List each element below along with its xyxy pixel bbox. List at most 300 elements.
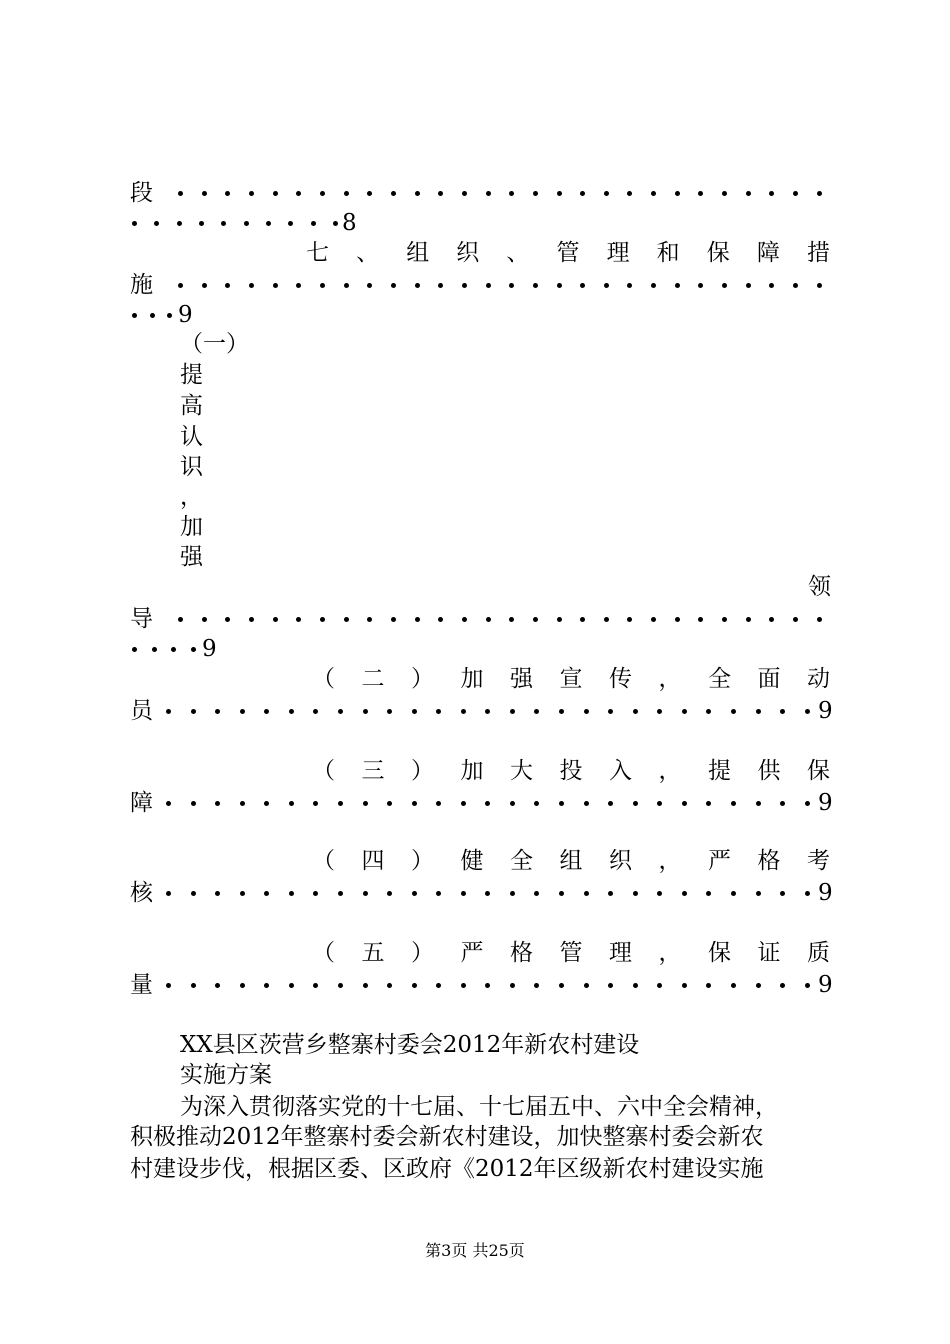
- document-subtitle: 实施方案: [180, 1062, 272, 1088]
- toc-heading-tail: 领: [808, 574, 831, 600]
- toc-heading-char: 织: [456, 240, 480, 266]
- paragraph-line: 积极推动2012年整寨村委会新农村建设，加快整寨村委会新农: [130, 1124, 764, 1150]
- leader-dot: [780, 891, 785, 896]
- leader-dot: [509, 191, 514, 196]
- leader-dot: [817, 191, 822, 196]
- leader-dot: [367, 283, 372, 288]
- leader-dot: [412, 709, 417, 714]
- toc-heading-char: 管: [559, 940, 583, 966]
- toc-heading-char: 管: [556, 240, 580, 266]
- leader-dot: [657, 891, 662, 896]
- toc-heading-char: 组: [559, 848, 583, 874]
- leader-dot: [240, 709, 245, 714]
- leader-dot: [166, 709, 171, 714]
- toc-heading-char: 供: [757, 758, 781, 784]
- leader-dot: [215, 983, 220, 988]
- toc-heading-char: 严: [460, 940, 484, 966]
- leader-dot: [627, 283, 632, 288]
- leader-dot: [320, 617, 325, 622]
- leader-dot: [338, 983, 343, 988]
- leader-dot: [584, 801, 589, 806]
- toc-leader-dots: [132, 208, 338, 238]
- leader-dot: [633, 891, 638, 896]
- leader-dot: [311, 221, 316, 226]
- leader-dot: [682, 983, 687, 988]
- toc-page-number: 9: [818, 880, 833, 906]
- toc-leader-dots: [166, 788, 810, 818]
- leader-dot: [675, 191, 680, 196]
- leader-dot: [769, 191, 774, 196]
- leader-dot: [387, 709, 392, 714]
- leader-dot: [462, 283, 467, 288]
- leader-dot: [756, 983, 761, 988]
- toc-page-number: 9: [818, 972, 833, 998]
- leader-dot: [225, 617, 230, 622]
- leader-dot: [793, 617, 798, 622]
- toc-vertical-char: ，: [180, 484, 203, 510]
- leader-dot: [559, 983, 564, 988]
- toc-vertical-char: 认: [180, 424, 203, 450]
- leader-dot: [510, 709, 515, 714]
- toc-heading-char: ，: [658, 758, 682, 784]
- leader-dot: [805, 801, 810, 806]
- leader-dot: [780, 983, 785, 988]
- leader-dot: [485, 983, 490, 988]
- toc-heading-char: （: [312, 666, 335, 692]
- toc-heading-char: 和: [656, 240, 680, 266]
- leader-dot: [215, 801, 220, 806]
- leader-dot: [333, 221, 338, 226]
- leader-dot: [657, 801, 662, 806]
- leader-dot: [191, 983, 196, 988]
- toc-page-number: 8: [342, 210, 357, 236]
- leader-dot: [657, 983, 662, 988]
- toc-heading-char: 、: [356, 240, 380, 266]
- leader-dot: [731, 709, 736, 714]
- leader-dot: [313, 801, 318, 806]
- leader-dot: [485, 891, 490, 896]
- leader-dot: [706, 983, 711, 988]
- toc-heading-char: 组: [406, 240, 430, 266]
- leader-dot: [608, 983, 613, 988]
- leader-dot: [805, 983, 810, 988]
- toc-heading-char: 动: [807, 666, 830, 692]
- leader-dot: [557, 617, 562, 622]
- leader-dot: [534, 983, 539, 988]
- leader-dot: [462, 191, 467, 196]
- leader-dot: [167, 313, 172, 318]
- leader-dot: [461, 983, 466, 988]
- leader-dot: [166, 801, 171, 806]
- leader-dot: [510, 891, 515, 896]
- leader-dot: [461, 709, 466, 714]
- leader-dot: [438, 191, 443, 196]
- leader-dot: [313, 891, 318, 896]
- leader-dot: [320, 283, 325, 288]
- leader-dot: [534, 891, 539, 896]
- leader-dot: [387, 891, 392, 896]
- leader-dot: [485, 709, 490, 714]
- toc-heading-char: 三: [361, 758, 385, 784]
- leader-dot: [746, 283, 751, 288]
- toc-heading-char: 格: [510, 940, 533, 966]
- leader-dot: [338, 709, 343, 714]
- leader-dot: [363, 801, 368, 806]
- leader-dot: [580, 283, 585, 288]
- leader-dot: [627, 617, 632, 622]
- leader-dot: [651, 283, 656, 288]
- leader-dot: [249, 617, 254, 622]
- leader-dot: [698, 283, 703, 288]
- leader-dot: [132, 647, 137, 652]
- leader-dot: [580, 617, 585, 622]
- leader-dot: [486, 191, 491, 196]
- toc-lead-char: 障: [130, 790, 153, 816]
- leader-dot: [509, 283, 514, 288]
- leader-dot: [651, 191, 656, 196]
- toc-heading-char: 理: [606, 240, 630, 266]
- leader-dot: [191, 709, 196, 714]
- leader-dot: [289, 983, 294, 988]
- leader-dot: [154, 221, 159, 226]
- leader-dot: [706, 801, 711, 806]
- leader-dot: [215, 709, 220, 714]
- leader-dot: [436, 801, 441, 806]
- toc-lead-char: 员: [130, 698, 153, 724]
- leader-dot: [675, 283, 680, 288]
- leader-dot: [608, 709, 613, 714]
- leader-dot: [166, 983, 171, 988]
- toc-heading: [312, 756, 830, 786]
- toc-leader-dots: [178, 178, 822, 208]
- toc-subheading-prefix: （一）: [180, 331, 249, 357]
- leader-dot: [580, 191, 585, 196]
- toc-lead-char: 量: [130, 972, 153, 998]
- leader-dot: [391, 191, 396, 196]
- leader-dot: [391, 283, 396, 288]
- toc-heading-char: ）: [411, 758, 434, 784]
- toc-vertical-char: 强: [180, 544, 203, 570]
- leader-dot: [391, 617, 396, 622]
- toc-heading-char: 二: [361, 666, 385, 692]
- toc-heading-char: 措: [806, 240, 830, 266]
- leader-dot: [817, 283, 822, 288]
- leader-dot: [289, 801, 294, 806]
- leader-dot: [387, 983, 392, 988]
- leader-dot: [731, 891, 736, 896]
- leader-dot: [769, 617, 774, 622]
- leader-dot: [178, 191, 183, 196]
- toc-heading-char: 加: [460, 666, 484, 692]
- leader-dot: [731, 801, 736, 806]
- leader-dot: [387, 801, 392, 806]
- leader-dot: [273, 283, 278, 288]
- toc-leader-dots: [166, 878, 810, 908]
- leader-dot: [657, 709, 662, 714]
- leader-dot: [266, 221, 271, 226]
- leader-dot: [436, 709, 441, 714]
- toc-heading-char: 、: [506, 240, 530, 266]
- leader-dot: [604, 191, 609, 196]
- toc-heading-char: ）: [411, 848, 434, 874]
- leader-dot: [178, 617, 183, 622]
- toc-heading-char: 织: [609, 848, 632, 874]
- leader-dot: [627, 191, 632, 196]
- leader-dot: [344, 617, 349, 622]
- leader-dot: [150, 313, 155, 318]
- toc-lead-char: 核: [130, 880, 153, 906]
- leader-dot: [534, 709, 539, 714]
- leader-dot: [608, 891, 613, 896]
- leader-dot: [559, 709, 564, 714]
- toc-heading-char: 大: [510, 758, 533, 784]
- toc-heading-char: 面: [757, 666, 781, 692]
- leader-dot: [604, 283, 609, 288]
- leader-dot: [557, 191, 562, 196]
- leader-dot: [675, 617, 680, 622]
- leader-dot: [264, 983, 269, 988]
- leader-dot: [296, 283, 301, 288]
- toc-vertical-char: 高: [180, 393, 203, 419]
- leader-dot: [412, 983, 417, 988]
- toc-heading-char: 宣: [559, 666, 583, 692]
- toc-heading-char: 全: [510, 848, 533, 874]
- toc-heading-char: 考: [807, 848, 830, 874]
- leader-dot: [756, 801, 761, 806]
- toc-heading-char: ，: [658, 940, 682, 966]
- paragraph-line: 村建设步伐，根据区委、区政府《2012年区级新农村建设实施: [130, 1156, 764, 1182]
- leader-dot: [584, 983, 589, 988]
- leader-dot: [559, 891, 564, 896]
- toc-heading-char: 五: [361, 940, 385, 966]
- toc-heading-char: 格: [757, 848, 781, 874]
- toc-heading-char: （: [312, 848, 335, 874]
- toc-heading-char: 障: [756, 240, 780, 266]
- toc-heading-char: 四: [361, 848, 385, 874]
- leader-dot: [780, 801, 785, 806]
- leader-dot: [438, 617, 443, 622]
- toc-heading-char: 加: [460, 758, 484, 784]
- leader-dot: [769, 283, 774, 288]
- leader-dot: [485, 801, 490, 806]
- leader-dot: [264, 709, 269, 714]
- leader-dot: [289, 891, 294, 896]
- leader-dot: [215, 891, 220, 896]
- toc-page-number: 9: [818, 698, 833, 724]
- toc-heading: [312, 664, 830, 694]
- toc-heading-char: 严: [708, 848, 731, 874]
- toc-heading: [312, 938, 830, 968]
- leader-dot: [436, 983, 441, 988]
- leader-dot: [534, 801, 539, 806]
- leader-dot: [166, 891, 171, 896]
- toc-heading-char: （: [312, 940, 335, 966]
- toc-leader-dots: [166, 970, 810, 1000]
- leader-dot: [171, 647, 176, 652]
- leader-dot: [722, 191, 727, 196]
- toc-heading-char: 投: [559, 758, 583, 784]
- toc-heading-char: ）: [411, 666, 434, 692]
- toc-leader-dots: [132, 634, 196, 664]
- toc-lead-char: 施: [130, 272, 153, 298]
- leader-dot: [240, 891, 245, 896]
- toc-leader-dots: [132, 300, 172, 330]
- leader-dot: [706, 891, 711, 896]
- leader-dot: [273, 617, 278, 622]
- leader-dot: [486, 283, 491, 288]
- leader-dot: [152, 647, 157, 652]
- leader-dot: [756, 709, 761, 714]
- leader-dot: [264, 891, 269, 896]
- leader-dot: [698, 191, 703, 196]
- leader-dot: [557, 283, 562, 288]
- paragraph-line: 为深入贯彻落实党的十七届、十七届五中、六中全会精神，: [180, 1094, 778, 1120]
- leader-dot: [682, 891, 687, 896]
- leader-dot: [682, 801, 687, 806]
- toc-heading-char: 提: [708, 758, 731, 784]
- leader-dot: [367, 191, 372, 196]
- toc-page-number: 9: [818, 790, 833, 816]
- toc-heading-char: 传: [609, 666, 632, 692]
- leader-dot: [288, 221, 293, 226]
- leader-dot: [633, 801, 638, 806]
- leader-dot: [191, 891, 196, 896]
- leader-dot: [296, 191, 301, 196]
- leader-dot: [722, 283, 727, 288]
- toc-leader-dots: [166, 696, 810, 726]
- leader-dot: [633, 983, 638, 988]
- leader-dot: [363, 891, 368, 896]
- toc-vertical-char: 提: [180, 362, 203, 388]
- leader-dot: [533, 617, 538, 622]
- leader-dot: [461, 801, 466, 806]
- leader-dot: [273, 191, 278, 196]
- leader-dot: [225, 283, 230, 288]
- leader-dot: [604, 617, 609, 622]
- toc-heading-char: 强: [510, 666, 533, 692]
- leader-dot: [249, 191, 254, 196]
- toc-heading-char: ，: [658, 666, 682, 692]
- toc-heading-char: 保: [807, 758, 830, 784]
- document-title: XX县区茨营乡整寨村委会2012年新农村建设: [180, 1032, 640, 1058]
- leader-dot: [722, 617, 727, 622]
- leader-dot: [313, 709, 318, 714]
- leader-dot: [780, 709, 785, 714]
- leader-dot: [240, 801, 245, 806]
- leader-dot: [338, 801, 343, 806]
- leader-dot: [805, 709, 810, 714]
- page-footer: 第3页 共25页: [425, 1241, 525, 1260]
- toc-vertical-char: 识: [180, 454, 203, 480]
- leader-dot: [221, 221, 226, 226]
- leader-dot: [240, 983, 245, 988]
- leader-dot: [177, 221, 182, 226]
- leader-dot: [438, 283, 443, 288]
- leader-dot: [731, 983, 736, 988]
- toc-heading: [306, 238, 830, 268]
- toc-heading-char: 全: [708, 666, 731, 692]
- toc-leader-dots: [178, 604, 822, 634]
- leader-dot: [793, 283, 798, 288]
- toc-heading-char: 质: [807, 940, 830, 966]
- leader-dot: [249, 283, 254, 288]
- leader-dot: [651, 617, 656, 622]
- leader-dot: [436, 891, 441, 896]
- leader-dot: [706, 709, 711, 714]
- leader-dot: [178, 283, 183, 288]
- toc-heading-char: 理: [609, 940, 632, 966]
- leader-dot: [289, 709, 294, 714]
- leader-dot: [191, 801, 196, 806]
- leader-dot: [415, 617, 420, 622]
- leader-dot: [363, 983, 368, 988]
- leader-dot: [344, 191, 349, 196]
- leader-dot: [367, 617, 372, 622]
- leader-dot: [415, 191, 420, 196]
- leader-dot: [191, 647, 196, 652]
- leader-dot: [412, 801, 417, 806]
- toc-heading-char: 保: [708, 940, 731, 966]
- leader-dot: [412, 891, 417, 896]
- leader-dot: [509, 617, 514, 622]
- toc-page-number: 9: [202, 636, 217, 662]
- toc-heading-char: 入: [609, 758, 632, 784]
- leader-dot: [244, 221, 249, 226]
- leader-dot: [805, 891, 810, 896]
- toc-heading-char: 保: [706, 240, 730, 266]
- leader-dot: [199, 221, 204, 226]
- toc-heading-char: ，: [658, 848, 682, 874]
- leader-dot: [746, 617, 751, 622]
- leader-dot: [533, 191, 538, 196]
- toc-leader-dots: [178, 270, 822, 300]
- leader-dot: [817, 617, 822, 622]
- leader-dot: [225, 191, 230, 196]
- leader-dot: [344, 283, 349, 288]
- leader-dot: [461, 891, 466, 896]
- toc-heading: [312, 846, 830, 876]
- leader-dot: [682, 709, 687, 714]
- leader-dot: [202, 617, 207, 622]
- leader-dot: [415, 283, 420, 288]
- toc-lead-char: 导: [130, 606, 153, 632]
- leader-dot: [510, 983, 515, 988]
- leader-dot: [584, 891, 589, 896]
- toc-heading-char: 健: [460, 848, 484, 874]
- toc-lead-char: 段: [130, 180, 153, 206]
- leader-dot: [320, 191, 325, 196]
- leader-dot: [559, 801, 564, 806]
- leader-dot: [698, 617, 703, 622]
- toc-heading-char: ）: [411, 940, 434, 966]
- toc-vertical-char: 加: [180, 514, 203, 540]
- toc-heading-char: 七: [306, 240, 329, 266]
- leader-dot: [338, 891, 343, 896]
- leader-dot: [633, 709, 638, 714]
- leader-dot: [510, 801, 515, 806]
- leader-dot: [584, 709, 589, 714]
- leader-dot: [132, 221, 137, 226]
- leader-dot: [756, 891, 761, 896]
- toc-page-number: 9: [178, 302, 193, 328]
- leader-dot: [462, 617, 467, 622]
- leader-dot: [202, 283, 207, 288]
- toc-heading-char: （: [312, 758, 335, 784]
- leader-dot: [264, 801, 269, 806]
- leader-dot: [296, 617, 301, 622]
- leader-dot: [132, 313, 137, 318]
- leader-dot: [533, 283, 538, 288]
